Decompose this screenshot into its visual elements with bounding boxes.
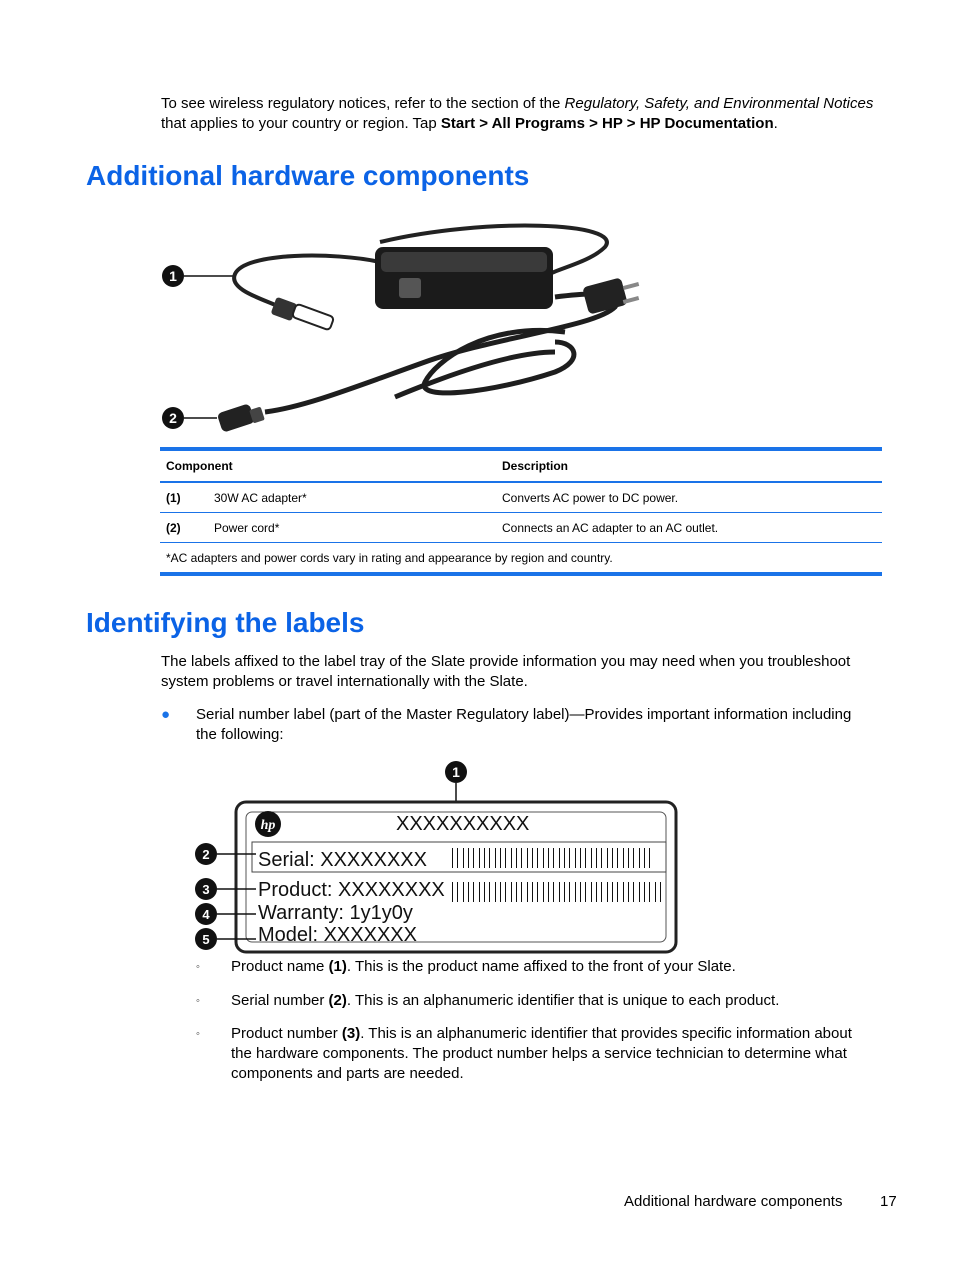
bullet-text: Serial number label (part of the Master Regulatory label)—Provides important information including the following: bbox=[196, 706, 852, 743]
label-callout-5: 5 bbox=[202, 932, 210, 947]
row-number: (1) bbox=[160, 482, 208, 513]
header-component: Component bbox=[160, 449, 496, 482]
label-callout-2: 2 bbox=[202, 847, 210, 862]
row-component: Power cord* bbox=[208, 513, 496, 543]
footer-title: Additional hardware components bbox=[624, 1193, 843, 1210]
label-product-name: XXXXXXXXXX bbox=[396, 813, 530, 835]
label-warranty: Warranty: 1y1y0y bbox=[258, 902, 413, 924]
subitem-callout: (1) bbox=[328, 958, 347, 975]
label-product-number: Product: XXXXXXXX bbox=[258, 879, 445, 901]
intro-text-2: that applies to your country or region. Tap bbox=[161, 115, 441, 132]
circle-bullet-icon: ◦ bbox=[196, 961, 200, 973]
row-component: 30W AC adapter* bbox=[208, 482, 496, 513]
subitem-text: . This is an alphanumeric identifier that provides specific information about the hardware components. The product number helps a service technician to determine what components and parts are needed. bbox=[231, 1025, 852, 1082]
subitem-text: . This is an alphanumeric identifier that is unique to each product. bbox=[346, 992, 780, 1009]
page-number: 17 bbox=[880, 1193, 897, 1210]
dc-connector-icon bbox=[271, 297, 335, 331]
callout-2-icon bbox=[162, 407, 217, 429]
label-callout-4: 4 bbox=[202, 907, 210, 922]
intro-text-3: . bbox=[773, 115, 778, 132]
heading-additional-hardware: Additional hardware components bbox=[86, 160, 530, 191]
labels-paragraph: The labels affixed to the label tray of the Slate provide information you may need when you troubleshoot system problems or travel internationally with the Slate. bbox=[161, 653, 851, 690]
serial-label-figure bbox=[190, 756, 690, 956]
subitem-callout: (2) bbox=[328, 992, 347, 1009]
dc-cable bbox=[234, 256, 380, 310]
table-header-row bbox=[160, 449, 882, 482]
intro-bold-path: Start > All Programs > HP > HP Documentation bbox=[440, 115, 774, 132]
row-number: (2) bbox=[160, 513, 208, 543]
intro-paragraph bbox=[161, 94, 891, 134]
header-description: Description bbox=[496, 449, 882, 482]
label-callout-3: 3 bbox=[202, 882, 210, 897]
subitem-text: . This is the product name affixed to the front of your Slate. bbox=[346, 958, 736, 975]
circle-bullet-icon: ◦ bbox=[196, 995, 200, 1007]
callout-1-label: 1 bbox=[169, 268, 177, 284]
subitem-text: Serial number bbox=[231, 992, 329, 1009]
bullet-dot-icon: ● bbox=[161, 706, 171, 723]
label-serial: Serial: XXXXXXXX bbox=[258, 849, 427, 871]
table-row bbox=[160, 482, 882, 513]
table-footnote-row bbox=[160, 543, 882, 575]
subitem-text: Product name bbox=[231, 958, 329, 975]
intro-text-1: To see wireless regulatory notices, refer to the section of the bbox=[161, 95, 565, 112]
adapter-brick-icon bbox=[375, 247, 553, 309]
circle-bullet-icon: ◦ bbox=[196, 1028, 200, 1040]
row-description: Connects an AC adapter to an AC outlet. bbox=[496, 513, 882, 543]
callout-1-icon bbox=[162, 265, 233, 287]
hp-logo-icon bbox=[255, 811, 281, 837]
label-callout-1: 1 bbox=[452, 764, 460, 780]
label-model: Model: XXXXXXX bbox=[258, 924, 417, 946]
intro-italic: Regulatory, Safety, and Environmental Notices bbox=[564, 95, 874, 112]
callout-2-label: 2 bbox=[169, 410, 177, 426]
ac-adapter-figure bbox=[155, 212, 655, 442]
row-description: Converts AC power to DC power. bbox=[496, 482, 882, 513]
subitem-text: Product number bbox=[231, 1025, 342, 1042]
subitem-callout: (3) bbox=[341, 1025, 361, 1042]
cord-connector-icon bbox=[217, 403, 265, 433]
heading-identifying-labels: Identifying the labels bbox=[86, 607, 365, 638]
table-footnote: *AC adapters and power cords vary in rating and appearance by region and country. bbox=[166, 550, 613, 565]
hp-logo-text: hp bbox=[260, 818, 276, 833]
table-row bbox=[160, 513, 882, 543]
components-table bbox=[160, 447, 882, 576]
